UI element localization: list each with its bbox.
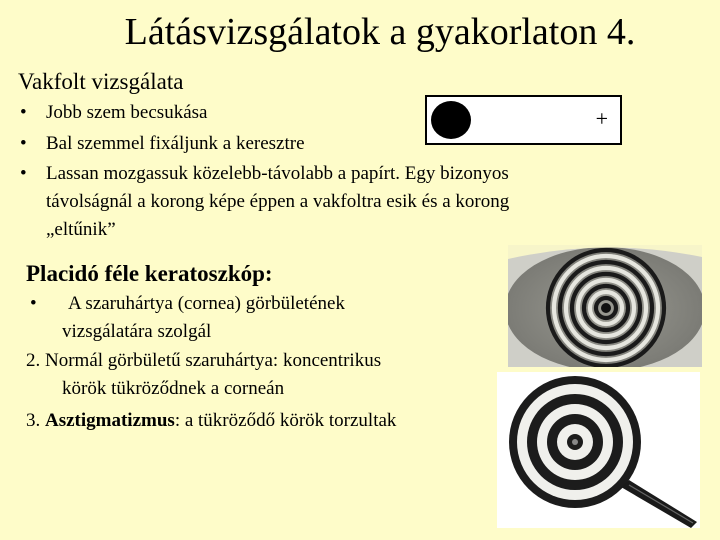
section-heading-keratoscope: Placidó féle keratoszkóp: [26, 261, 273, 286]
bullet-marker: • [20, 102, 27, 123]
cornea-reflection-photo [508, 245, 702, 367]
bullet-marker: • [20, 133, 27, 154]
bullet-marker: • [30, 293, 37, 314]
black-disc [431, 101, 471, 139]
list-item-prefix: 3. [26, 410, 45, 431]
bullet-text: Bal szemmel fixáljunk a keresztre [46, 133, 305, 154]
slide-title: Látásvizsgálatok a gyakorlaton 4. [124, 11, 636, 53]
fixation-cross-icon: + [595, 106, 608, 131]
bullet-text: Jobb szem becsukása [46, 102, 208, 123]
bullet-text: „eltűnik” [46, 219, 116, 240]
list-item-rest: : a tükröződő körök torzultak [174, 410, 397, 431]
section-heading-blindspot: Vakfolt vizsgálata [18, 69, 184, 94]
list-item-text: körök tükröződnek a corneán [62, 378, 285, 399]
bullet-text: Lassan mozgassuk közelebb-távolabb a papírt. Egy bizonyos [46, 163, 509, 184]
bullet-marker: • [20, 163, 27, 184]
bullet-text: távolságnál a korong képe éppen a vakfoltra esik és a korong [46, 191, 510, 212]
astigmatism-term: Asztigmatizmus [45, 410, 175, 431]
list-item-text [26, 409, 396, 432]
list-item-text: vizsgálatára szolgál [62, 321, 212, 342]
list-item-text: A szaruhártya (cornea) görbületének [68, 293, 345, 314]
blindspot-test-card [425, 95, 622, 145]
list-item-text: 2. Normál görbületű szaruhártya: koncentrikus [26, 350, 382, 371]
placido-disc-photo [497, 372, 700, 528]
